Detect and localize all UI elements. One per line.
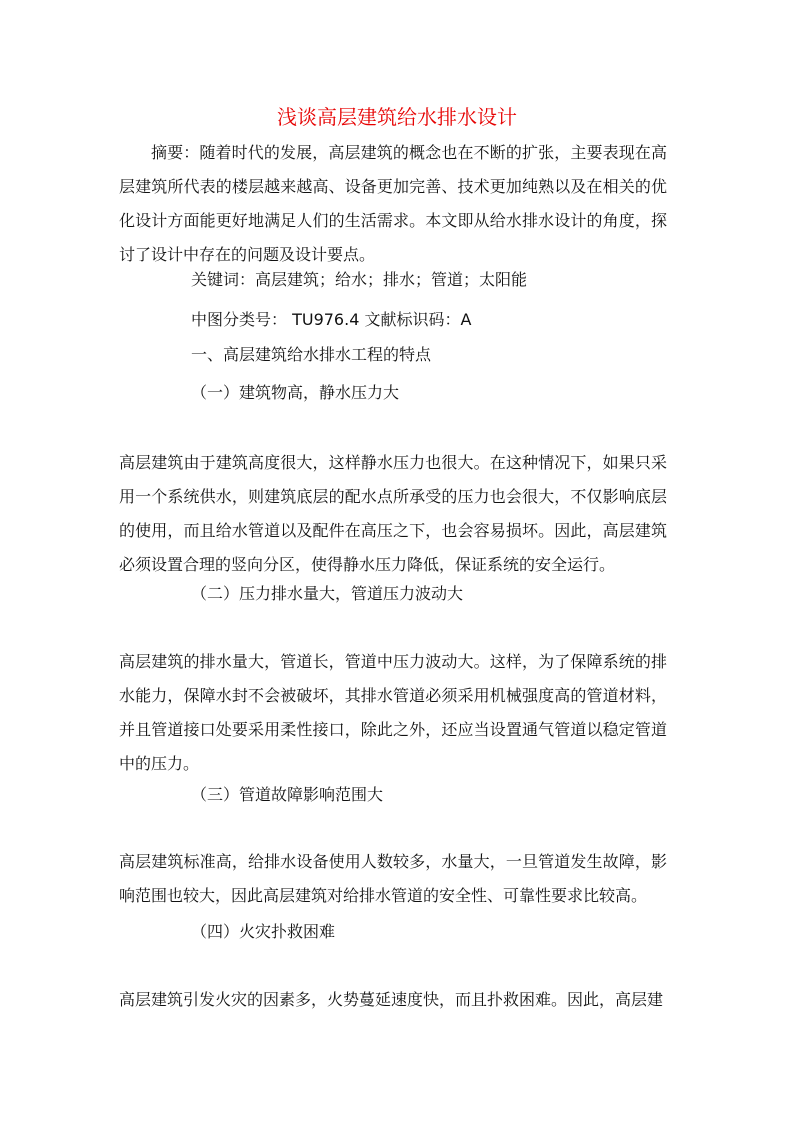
subsection-heading-4: （四）火灾扑救困难 — [191, 922, 336, 941]
abstract-paragraph: 摘要：随着时代的发展，高层建筑的概念也在不断的扩张，主要表现在高层建筑所代表的楼层越来越高、设备更加完善、技术更加纯熟以及在相关的优化设计方面能更好地满足人们的生活需求。本文即从给水排水设计的角度，探讨了设计中存在的问题及设计要点。 — [119, 143, 667, 264]
subsection-heading-2: （二）压力排水量大，管道压力波动大 — [191, 584, 464, 603]
subsection-heading-3: （三）管道故障影响范围大 — [191, 785, 384, 804]
subsection-body-1: 高层建筑由于建筑高度很大，这样静水压力也很大。在这种情况下，如果只采用一个系统供水，则建筑底层的配水点所承受的压力也会很大，不仅影响底层的使用，而且给水管道以及配件在高压之下，也会容易损坏。因此，高层建筑必须设置合理的竖向分区，使得静水压力降低，保证系统的安全运行。 — [119, 453, 667, 574]
subsection-body-4: 高层建筑引发火灾的因素多，火势蔓延速度快，而且扑救困难。因此，高层建 — [119, 990, 664, 1009]
subsection-body-2: 高层建筑的排水量大，管道长，管道中压力波动大。这样，为了保障系统的排水能力，保障水封不会被破坏，其排水管道必须采用机械强度高的管道材料，并且管道接口处要采用柔性接口，除此之外，还应当设置通气管道以稳定管道中的压力。 — [119, 652, 667, 773]
subsection-body-3: 高层建筑标准高，给排水设备使用人数较多，水量大，一旦管道发生故障，影响范围也较大，因此高层建筑对给排水管道的安全性、可靠性要求比较高。 — [119, 852, 667, 905]
document-title: 浅谈高层建筑给水排水设计 — [277, 105, 517, 129]
section-heading: 一、高层建筑给水排水工程的特点 — [191, 345, 432, 364]
subsection-heading-1: （一）建筑物高，静水压力大 — [191, 383, 400, 402]
keywords-line: 关键词：高层建筑；给水；排水；管道；太阳能 — [191, 270, 528, 289]
classification-line: 中图分类号： TU976.4 文献标识码：A — [191, 310, 472, 329]
